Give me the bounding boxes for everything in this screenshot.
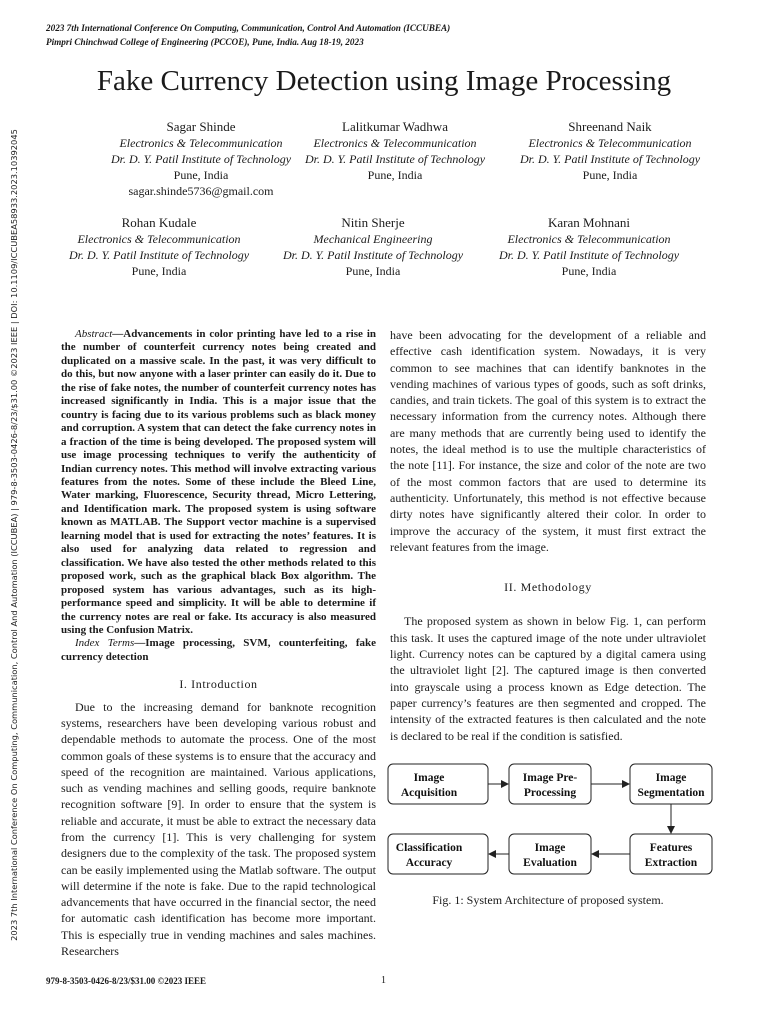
author-dept: Electronics & Telecommunication xyxy=(313,136,477,150)
author-city: Pune, India xyxy=(345,264,401,278)
diagram-label: Classification xyxy=(395,842,463,854)
author-block xyxy=(44,215,274,279)
abstract-label: Abstract xyxy=(75,328,113,340)
diagram-label: Extraction xyxy=(644,857,698,869)
author-city: Pune, India xyxy=(131,264,187,278)
author-dept: Mechanical Engineering xyxy=(313,232,433,246)
intro-paragraph-continued: have been advocating for the development of a reliable and effective cash identification system. Nowadays, it is very common to see machines that can identify banknotes in the vending machines of various types of goods, such as soft drinks, candies, and train tickets. The goal of this system is to extract the necessary information from the currency notes. Although there are many methods that are currently being used to identify the notes, the ideal method is to use the multiple characteristics of the note [11]. For instance, the size and color of the note are two of the most common factors that are used to determine its authenticity. Unfortunately, this method is not effective because dirty notes have significantly altered their color. In order to improve the accuracy of the system, it must first extract the relevant features from the image. xyxy=(390,328,706,554)
author-block xyxy=(280,119,510,183)
author-block xyxy=(258,215,488,279)
conference-header-line1: 2023 7th International Conference On Computing, Communication, Control And Automation (ICCUBEA) xyxy=(46,23,451,33)
paper-title: Fake Currency Detection using Image Processing xyxy=(96,65,672,97)
author-institute: Dr. D. Y. Patil Institute of Technology xyxy=(282,248,464,262)
conference-header-line2: Pimpri Chinchwad College of Engineering (PCCOE), Pune, India. Aug 18-19, 2023 xyxy=(46,37,364,47)
author-city: Pune, India xyxy=(173,168,229,182)
diagram-label: Image xyxy=(655,772,687,784)
conference-header xyxy=(46,21,450,49)
author-city: Pune, India xyxy=(561,264,617,278)
abstract-text: —Advancements in color printing have led to a rise in the number of counterfeit currency notes being created and duplicated on a massive scale. In the past, it was very difficult to do this, but now anyone with a laser printer can easily do it. Due to the rise of fake notes, the number of counterfeit currency notes has increased significantly in India. This is a major issue that the country is facing due to its various problems such as black money and corruption. A system that can detect the fake currency notes in a fraction of the time is being developed. The proposed system will use image processing techniques to verify the authenticity of Indian currency notes. This method will involve extracting various features from the notes. Some of these include the Bleed Line, Water marking, Fluorescence, Security thread, Micro Lettering, and Identification mark. The proposed system is using software known as MATLAB. The Support vector machine is a supervised learning model that is used for extracting the notes’ features. It is also used for analyzing data related to regression and classification. We have also tested the other methods related to this proposed work, such as the graphical black Box algorithm. The proposed system has various advantages, such as its high-performance speed and simplicity. It will be able to determine if the currency notes are real or fake. Its accuracy is also measured using the Confusion Matrix. xyxy=(61,328,376,636)
left-column xyxy=(61,328,376,959)
author-dept: Electronics & Telecommunication xyxy=(77,232,241,246)
author-city: Pune, India xyxy=(367,168,423,182)
diagram-label: Features xyxy=(649,842,693,854)
methodology-paragraph: The proposed system as shown in below Fig. 1, can perform this task. It uses the captured image of the note under ultraviolet light. Currency notes can be captured by a digital camera using the ultraviolet light [2]. The captured image is then converted into grayscale using a process known as Edge detection. The paper currency’s features are then segmented and cropped. The intensity of the extracted features is then calculated and the note is declared to be real if the condition is satisfied. xyxy=(390,614,706,743)
author-name: Rohan Kudale xyxy=(121,215,197,230)
intro-paragraph: Due to the increasing demand for banknote recognition systems, researchers have been developing various robust and dependable methods to automate the process. One of the most common goals of these systems is to ensure that the accuracy and speed of the recognition are maintained. Various applications, such as vending machines and selling goods, require banknote recognition software [9]. In order to ensure that the system is reliable and accurate, it must be able to extract the necessary data from the currency [1]. This is very challenging for system designers due to the complexity of the task. The proposed system can be easily implemented using the Matlab software. The output will determine if the note is fake. Due to the rapid technological advancements that have occurred in the financial sector, the need for automatic cash identification has become more important. This is especially true in vending machines and sales machines. Researchers xyxy=(61,699,376,959)
system-architecture-diagram xyxy=(384,760,714,880)
author-block xyxy=(495,119,725,183)
diagram-label: Accuracy xyxy=(405,857,453,869)
diagram-label: Segmentation xyxy=(637,787,705,799)
diagram-label: Evaluation xyxy=(523,857,577,869)
author-block xyxy=(474,215,704,279)
footer-copyright: 979-8-3503-0426-8/23/$31.00 ©2023 IEEE xyxy=(46,976,206,986)
section-heading-methodology: II. Methodology xyxy=(504,580,592,595)
diagram-label: Image xyxy=(413,772,445,784)
right-column xyxy=(390,327,706,744)
author-name: Karan Mohnani xyxy=(548,215,630,230)
diagram-label: Acquisition xyxy=(400,787,458,799)
diagram-label: Image Pre- xyxy=(522,772,578,784)
author-institute: Dr. D. Y. Patil Institute of Technology xyxy=(68,248,250,262)
author-name: Lalitkumar Wadhwa xyxy=(342,119,448,134)
author-name: Sagar Shinde xyxy=(166,119,236,134)
page-number: 1 xyxy=(381,975,386,986)
figure-caption: Fig. 1: System Architecture of proposed system. xyxy=(432,893,664,907)
index-terms xyxy=(61,637,376,664)
diagram-label: Image xyxy=(534,842,566,854)
author-dept: Electronics & Telecommunication xyxy=(507,232,671,246)
section-heading-introduction: I. Introduction xyxy=(179,677,258,692)
author-city: Pune, India xyxy=(582,168,638,182)
abstract xyxy=(61,328,376,637)
diagram-label: Processing xyxy=(523,787,577,799)
author-email[interactable]: sagar.shinde5736@gmail.com xyxy=(128,184,274,198)
author-institute: Dr. D. Y. Patil Institute of Technology xyxy=(110,152,292,166)
author-dept: Electronics & Telecommunication xyxy=(119,136,283,150)
index-terms-text: —Image processing, SVM, counterfeiting, fake currency detection xyxy=(61,637,376,663)
index-terms-label: Index Terms xyxy=(75,637,135,650)
author-name: Shreenand Naik xyxy=(568,119,652,134)
author-institute: Dr. D. Y. Patil Institute of Technology xyxy=(304,152,486,166)
side-citation-text: 2023 7th International Conference On Computing, Communication, Control And Automation (ICCUBEA) | 979-8-3503-0426-8/23/$31.00 ©2023 IEEE | DOI: 10.1109/ICCUBEA58933.2023.10392045 xyxy=(9,129,19,941)
author-name: Nitin Sherje xyxy=(341,215,405,230)
author-institute: Dr. D. Y. Patil Institute of Technology xyxy=(519,152,701,166)
side-citation xyxy=(7,120,22,950)
author-dept: Electronics & Telecommunication xyxy=(528,136,692,150)
author-institute: Dr. D. Y. Patil Institute of Technology xyxy=(498,248,680,262)
